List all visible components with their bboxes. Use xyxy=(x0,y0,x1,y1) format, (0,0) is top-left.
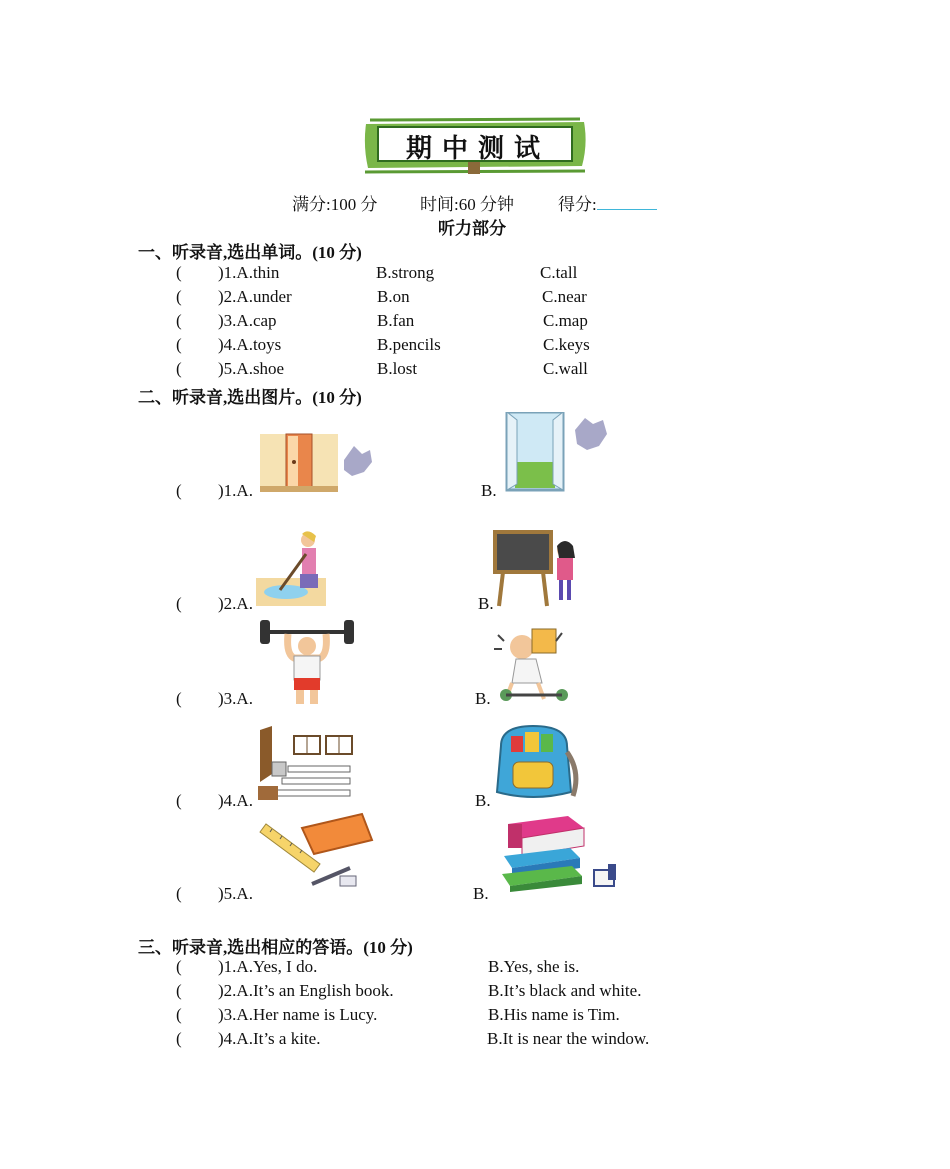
option-b: B.It’s black and white. xyxy=(488,981,642,1000)
option-c: C.map xyxy=(543,311,588,330)
answer-paren[interactable]: ( xyxy=(176,884,182,903)
option-c: C.wall xyxy=(543,359,588,378)
answer-paren[interactable]: ( xyxy=(176,689,182,708)
option-a: )2.A.It’s an English book. xyxy=(218,981,394,1000)
option-a: )1.A. xyxy=(218,481,253,500)
blackboard-picture-icon xyxy=(493,528,581,608)
option-c: C.keys xyxy=(543,335,590,354)
option-b: B.It is near the window. xyxy=(487,1029,650,1048)
answer-paren[interactable]: ( xyxy=(176,359,182,378)
part-title: 听力部分 xyxy=(438,219,506,238)
window-picture-icon xyxy=(503,412,611,492)
option-c: C.tall xyxy=(540,263,578,282)
page-title: 期中测试 xyxy=(406,134,551,164)
option-b: B. xyxy=(473,884,489,903)
answer-paren[interactable]: ( xyxy=(176,335,182,354)
option-b: B. xyxy=(475,689,491,708)
title-banner xyxy=(360,116,590,176)
option-a: )3.A.cap xyxy=(218,311,277,330)
option-a: )5.A.shoe xyxy=(218,359,285,378)
option-a: )3.A.Her name is Lucy. xyxy=(218,1005,378,1024)
answer-paren[interactable]: ( xyxy=(176,594,182,613)
section3-heading: 三、听录音,选出相应的答语。(10 分) xyxy=(138,938,413,957)
books-picture-icon xyxy=(498,812,626,892)
score-label: 得分: xyxy=(558,195,597,214)
answer-paren[interactable]: ( xyxy=(176,287,182,306)
score-blank[interactable] xyxy=(597,195,657,210)
option-a: )4.A.It’s a kite. xyxy=(218,1029,321,1048)
section2-heading: 二、听录音,选出图片。(10 分) xyxy=(138,388,362,407)
option-a: )4.A.toys xyxy=(218,335,282,354)
option-a: )4.A. xyxy=(218,791,253,810)
option-b: B.lost xyxy=(377,359,418,378)
full-score: 满分:100 分 xyxy=(292,195,378,214)
option-b: B. xyxy=(478,594,494,613)
answer-paren[interactable]: ( xyxy=(176,1029,182,1048)
option-b: B.pencils xyxy=(377,335,441,354)
option-a: )2.A. xyxy=(218,594,253,613)
answer-paren[interactable]: ( xyxy=(176,1005,182,1024)
notebook-ruler-picture-icon xyxy=(258,810,376,888)
option-c: C.near xyxy=(542,287,587,306)
option-b: B.Yes, she is. xyxy=(488,957,580,976)
answer-paren[interactable]: ( xyxy=(176,481,182,500)
option-a: )2.A.under xyxy=(218,287,292,306)
schoolbag-picture-icon xyxy=(493,722,581,802)
answer-paren[interactable]: ( xyxy=(176,263,182,282)
score-field xyxy=(558,190,657,215)
option-b: B.strong xyxy=(376,263,435,282)
option-b: B. xyxy=(475,791,491,810)
section1-heading: 一、听录音,选出单词。(10 分) xyxy=(138,243,362,262)
strong-man-picture-icon xyxy=(258,618,356,706)
option-a: )3.A. xyxy=(218,689,253,708)
answer-paren[interactable]: ( xyxy=(176,791,182,810)
answer-paren[interactable]: ( xyxy=(176,311,182,330)
thin-man-picture-icon xyxy=(492,625,580,703)
door-picture-icon xyxy=(260,432,380,494)
option-a: )5.A. xyxy=(218,884,253,903)
mopping-picture-icon xyxy=(256,528,326,608)
option-b: B. xyxy=(481,481,497,500)
option-b: B.on xyxy=(377,287,410,306)
option-a: )1.A.Yes, I do. xyxy=(218,957,318,976)
option-b: B.fan xyxy=(377,311,415,330)
option-b: B.His name is Tim. xyxy=(488,1005,620,1024)
time-limit: 时间:60 分钟 xyxy=(420,195,514,214)
answer-paren[interactable]: ( xyxy=(176,981,182,1000)
option-a: )1.A.thin xyxy=(218,263,280,282)
answer-paren[interactable]: ( xyxy=(176,957,182,976)
classroom-picture-icon xyxy=(258,726,356,802)
